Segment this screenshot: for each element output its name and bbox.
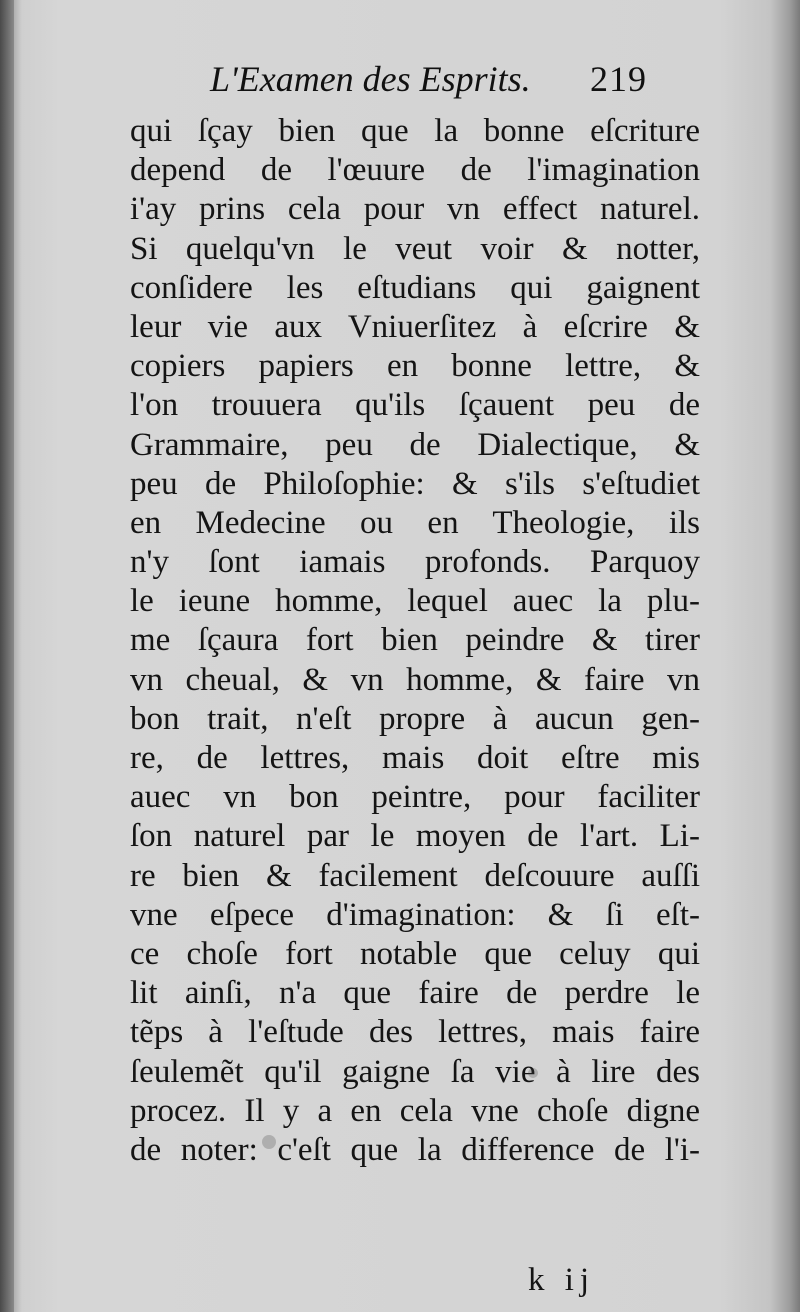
text-line: qui ſçay bien que la bonne eſcriture (130, 113, 700, 149)
page-number: 219 (590, 59, 647, 99)
text-line: depend de l'œuure de l'imagination (130, 152, 700, 189)
text-line: re bien & facilement deſcouure auſſi (130, 857, 700, 894)
text-line: i'ay prins cela pour vn effect naturel. (130, 191, 700, 228)
body-text (130, 112, 700, 1170)
text-line: tẽps à l'eſtude des lettres, mais faire (130, 1014, 700, 1051)
text-line: copiers papiers en bonne lettre, & (130, 348, 700, 385)
text-line: de noter: c'eſt que la difference de l'i- (130, 1131, 700, 1168)
text-line: ſeulemẽt qu'il gaigne ſa vie à lire des (130, 1053, 700, 1090)
text-line: Si quelqu'vn le veut voir & notter, (130, 230, 700, 267)
text-line: vne eſpece d'imagination: & ſi eſt- (130, 896, 700, 933)
text-line: procez. Il y a en cela vne choſe digne (130, 1092, 700, 1129)
page-header (210, 58, 690, 108)
running-title: L'Examen des Esprits. (210, 59, 531, 99)
book-spine (0, 0, 14, 1312)
text-line: en Medecine ou en Theologie, ils (130, 504, 700, 541)
ink-blot (528, 1068, 538, 1078)
text-line: n'y ſont iamais profonds. Parquoy (130, 544, 700, 581)
text-line: lit ainſi, n'a que faire de perdre le (130, 975, 700, 1012)
text-line: Grammaire, peu de Dialectique, & (130, 426, 700, 463)
text-line: leur vie aux Vniuerſitez à eſcrire & (130, 308, 700, 345)
text-line: l'on trouuera qu'ils ſçauent peu de (130, 387, 700, 424)
text-line: auec vn bon peintre, pour faciliter (130, 779, 700, 816)
text-line: le ieune homme, lequel auec la plu- (130, 583, 700, 620)
text-line: bon trait, n'eſt propre à aucun gen- (130, 700, 700, 737)
ink-blot (262, 1135, 276, 1149)
text-line: ſon naturel par le moyen de l'art. Li- (130, 818, 700, 855)
text-line: re, de lettres, mais doit eſtre mis (130, 740, 700, 776)
text-line: conſidere les eſtudians qui gaignent (130, 269, 700, 306)
signature-mark: k ij (528, 1262, 596, 1298)
text-line: ce choſe fort notable que celuy qui (130, 935, 700, 972)
text-line: peu de Philoſophie: & s'ils s'eſtudiet (130, 465, 700, 502)
text-line: vn cheual, & vn homme, & faire vn (130, 661, 700, 698)
text-line: me ſçaura fort bien peindre & tirer (130, 622, 700, 659)
